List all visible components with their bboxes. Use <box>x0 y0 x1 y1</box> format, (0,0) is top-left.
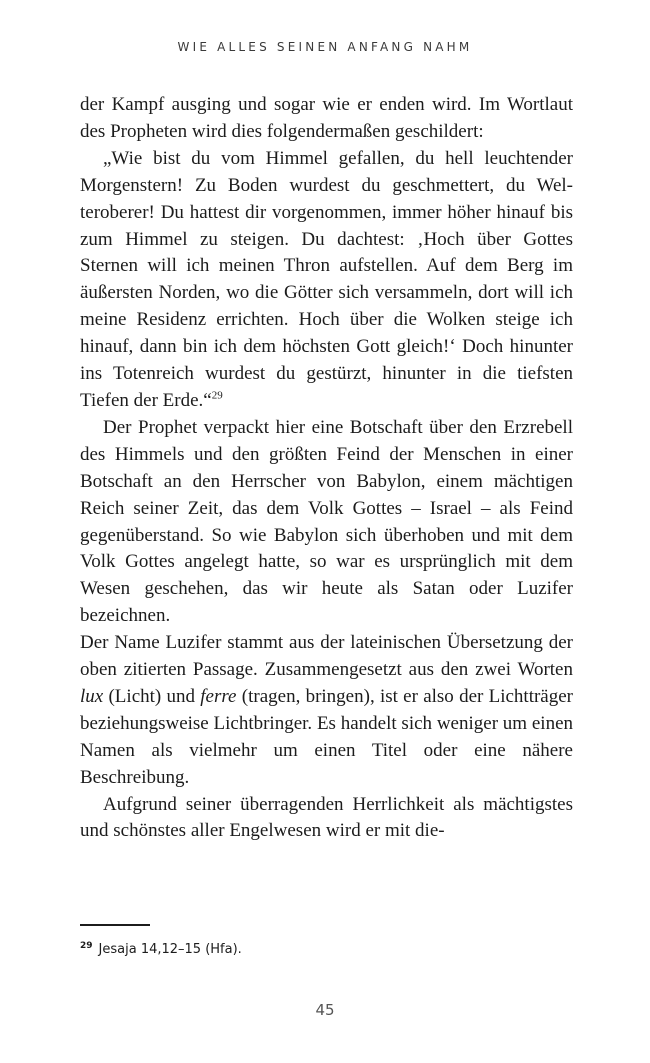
paragraph-4 <box>80 630 573 791</box>
body-text <box>80 92 573 845</box>
italic-term-lux: lux <box>80 685 104 707</box>
paragraph-1: der Kampf ausging und sogar wie er enden wird. Im Wortlaut des Propheten wird dies folgendermaßen geschildert: <box>80 94 573 142</box>
paragraph-4-part-1: Der Name Luzifer stammt aus der lateinischen Übersetzung der oben zitierten Passage. Zusammengesetzt aus den zwei Worten <box>80 632 573 681</box>
footnote-divider <box>80 924 150 926</box>
footnote-reference[interactable]: 29 <box>211 389 223 402</box>
footnote-text: Jesaja 14,12–15 (Hfa). <box>98 942 242 957</box>
footnote <box>80 942 573 957</box>
paragraph-4-part-3: (tragen, bringen), ist er also der Lichtträger beziehungsweise Lichtbringer. Es handelt sich weniger um einen Namen als vielmehr um einen Titel oder eine nähere Beschreibung. <box>80 685 573 788</box>
italic-term-ferre: ferre <box>200 685 237 707</box>
running-head: WIE ALLES SEINEN ANFANG NAHM <box>177 40 473 54</box>
paragraph-4-part-2: (Licht) und <box>103 685 201 707</box>
paragraph-3: Der Prophet verpackt hier eine Botschaft über den Erzrebell des Himmels und den größten Feind der Menschen in einer Botschaft an den Herrscher von Babylon, einem mächtigen Reich seiner Zeit, das dem Volk Gottes – Israel – als Feind gegenüberstand. So wie Babylon sich überhoben und mit dem Volk Gottes angelegt hatte, so war es ursprünglich mit dem Wesen geschehen, das wir heute als Satan oder Luzifer bezeichnen. <box>80 416 573 627</box>
footnote-number: 29 <box>80 940 93 951</box>
paragraph-2 <box>80 146 573 415</box>
page-number: 45 <box>315 1001 335 1019</box>
paragraph-5: Aufgrund seiner überragenden Herrlichkeit als mächtigstes und schönstes aller Engelwesen wird er mit die- <box>80 793 573 842</box>
quote-text: „Wie bist du vom Himmel gefallen, du hell leuchtender Morgenstern! Zu Boden wurdest du geschmettert, du Welteroberer! Du hattest dir vorgenommen, immer höher hinauf bis zum Himmel zu steigen. Du dachtest: ‚Hoch über Gottes Sternen will ich meinen Thron aufstellen. Auf dem Berg im äußersten Norden, wo die Götter sich versammeln, dort will ich meine Residenz errichten. Hoch über die Wolken steige ich hinauf, dann bin ich dem höchsten Gott gleich!‘ Doch hinunter ins Totenreich wurdest du gestürzt, hinunter in die tiefsten Tiefen der Erde.“ <box>80 147 573 411</box>
